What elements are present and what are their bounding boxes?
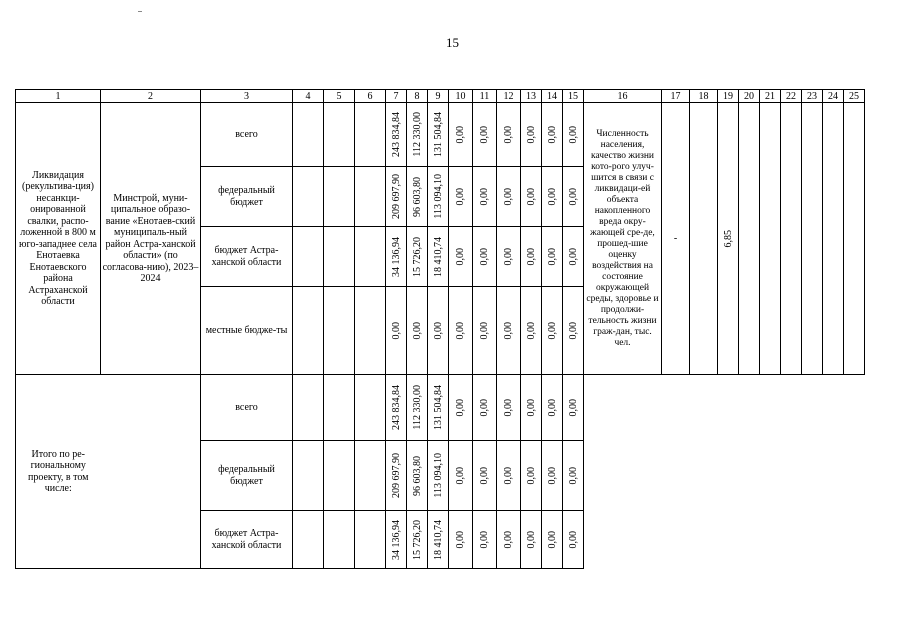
value-cell: [407, 103, 428, 167]
value: 131 504,84: [432, 385, 444, 430]
value-cell: [449, 375, 473, 441]
responsible-cell: Минстрой, муни-ципальное образо-вание «Енотаев-ский муниципаль-ный район Астра-ханской области» (по согласова-нию), 2023–2024: [101, 103, 201, 375]
value: 243 834,84: [390, 385, 402, 430]
header-cell: 2: [101, 90, 201, 103]
value-cell: [497, 511, 521, 569]
header-cell: 19: [718, 90, 739, 103]
value-cell: [497, 287, 521, 375]
header-cell: 17: [662, 90, 690, 103]
header-cell: 9: [428, 90, 449, 103]
value-cell: [521, 287, 542, 375]
value: 0,00: [503, 125, 514, 144]
value-cell: [542, 511, 563, 569]
header-cell: 8: [407, 90, 428, 103]
col19-value: 6,85: [722, 229, 734, 248]
empty-cell: [101, 375, 201, 569]
header-cell: 20: [739, 90, 760, 103]
value-cell: [428, 287, 449, 375]
header-cell: 22: [781, 90, 802, 103]
value-cell: [521, 103, 542, 167]
value-cell: [473, 103, 497, 167]
value-cell: [473, 167, 497, 227]
value: 113 094,10: [432, 453, 444, 498]
source-cell: бюджет Астра-ханской области: [201, 227, 293, 287]
empty-cell: [781, 103, 802, 375]
value-cell: [449, 441, 473, 511]
source-cell: всего: [201, 103, 293, 167]
value: 0,00: [503, 398, 514, 417]
header-cell: 1: [16, 90, 101, 103]
value: 0,00: [525, 466, 537, 485]
value: 96 603,80: [411, 176, 423, 217]
value-cell: [386, 441, 407, 511]
empty-cell: [844, 103, 865, 375]
col19-cell: [718, 103, 739, 375]
value: 209 697,90: [390, 174, 402, 219]
value-cell: [407, 167, 428, 227]
value-cell: [386, 375, 407, 441]
value-cell: [542, 167, 563, 227]
value: 0,00: [479, 398, 490, 417]
value-cell: [407, 287, 428, 375]
value: 0,00: [503, 530, 514, 549]
value-cell: [449, 103, 473, 167]
header-cell: 21: [760, 90, 781, 103]
empty-cell: [355, 287, 386, 375]
value: 0,00: [479, 125, 490, 144]
source-cell: всего: [201, 375, 293, 441]
value: 0,00: [567, 187, 579, 206]
value-cell: [521, 511, 542, 569]
value: 243 834,84: [390, 112, 402, 157]
value: 0,00: [546, 398, 558, 417]
value: 0,00: [455, 247, 466, 266]
empty-cell: [324, 227, 355, 287]
value-cell: [473, 227, 497, 287]
header-cell: 10: [449, 90, 473, 103]
value: 0,00: [525, 125, 537, 144]
value-cell: [428, 103, 449, 167]
value-cell: [497, 227, 521, 287]
value-cell: [542, 227, 563, 287]
header-cell: 25: [844, 90, 865, 103]
value: 0,00: [525, 247, 537, 266]
value: 0,00: [546, 187, 558, 206]
header-cell: 23: [802, 90, 823, 103]
value: 0,00: [567, 530, 579, 549]
value: 0,00: [390, 321, 402, 340]
value: 0,00: [525, 187, 537, 206]
value: 0,00: [455, 530, 466, 549]
header-cell: 12: [497, 90, 521, 103]
empty-cell: [690, 103, 718, 375]
value-cell: [428, 511, 449, 569]
value: 96 603,80: [411, 455, 423, 496]
value: 0,00: [546, 247, 558, 266]
value: 0,00: [567, 247, 579, 266]
empty-cell: [324, 441, 355, 511]
source-cell: местные бюдже-ты: [201, 287, 293, 375]
empty-cell: [355, 375, 386, 441]
header-cell: 7: [386, 90, 407, 103]
value: 15 726,20: [411, 236, 423, 277]
col17-cell: -: [662, 103, 690, 375]
value: 0,00: [455, 466, 466, 485]
header-cell: 5: [324, 90, 355, 103]
page-number: 15: [446, 35, 459, 50]
value-cell: [449, 287, 473, 375]
measure-cell: Итого по ре-гиональному проекту, в том числе:: [16, 375, 101, 569]
value: 0,00: [455, 398, 466, 417]
empty-cell: [355, 227, 386, 287]
header-row: [16, 90, 865, 103]
value-cell: [563, 511, 584, 569]
value: 0,00: [503, 321, 514, 340]
header-cell: 15: [563, 90, 584, 103]
value-cell: [449, 227, 473, 287]
value: 0,00: [525, 398, 537, 417]
value-cell: [542, 441, 563, 511]
source-cell: федеральный бюджет: [201, 441, 293, 511]
empty-cell: [355, 511, 386, 569]
header-cell: 24: [823, 90, 844, 103]
value: 0,00: [546, 466, 558, 485]
value-cell: [497, 103, 521, 167]
empty-cell: [293, 103, 324, 167]
header-cell: 6: [355, 90, 386, 103]
value: 0,00: [503, 466, 514, 485]
value-cell: [407, 511, 428, 569]
value-cell: [542, 287, 563, 375]
value-cell: [386, 287, 407, 375]
value: 112 330,00: [411, 112, 423, 157]
header-cell: 4: [293, 90, 324, 103]
value-cell: [563, 167, 584, 227]
empty-cell: [355, 441, 386, 511]
value-cell: [521, 227, 542, 287]
header-cell: 14: [542, 90, 563, 103]
header-cell: 13: [521, 90, 542, 103]
value-cell: [521, 375, 542, 441]
value: 0,00: [479, 466, 490, 485]
empty-cell: [324, 375, 355, 441]
blank-area: [584, 375, 865, 569]
value: 0,00: [546, 530, 558, 549]
value: 0,00: [525, 321, 537, 340]
value: 18 410,74: [432, 236, 444, 277]
value: 0,00: [503, 247, 514, 266]
value-cell: [407, 375, 428, 441]
value-cell: [428, 167, 449, 227]
measure-cell: Ликвидация (рекультива-ция) несанкци-онированной свалки, распо-ложенной в 800 м юго-западнее села Енотаевка Енотаевского района Астраханской области: [16, 103, 101, 375]
budget-table: [15, 89, 865, 569]
empty-cell: [760, 103, 781, 375]
empty-cell: [355, 167, 386, 227]
value-cell: [542, 103, 563, 167]
value: 0,00: [479, 247, 490, 266]
value-cell: [563, 103, 584, 167]
value-cell: [449, 511, 473, 569]
source-cell: федеральный бюджет: [201, 167, 293, 227]
value: 15 726,20: [411, 519, 423, 560]
value: 34 136,94: [390, 519, 402, 560]
value-cell: [449, 167, 473, 227]
value-cell: [521, 441, 542, 511]
value: 113 094,10: [432, 174, 444, 219]
value-cell: [386, 167, 407, 227]
value: 0,00: [479, 321, 490, 340]
value-cell: [428, 375, 449, 441]
table-row: [16, 103, 865, 167]
value: 18 410,74: [432, 519, 444, 560]
value-cell: [473, 287, 497, 375]
value: 0,00: [479, 187, 490, 206]
source-cell: бюджет Астра-ханской области: [201, 511, 293, 569]
empty-cell: [293, 441, 324, 511]
value: 0,00: [455, 125, 466, 144]
empty-cell: [293, 375, 324, 441]
value: 0,00: [455, 321, 466, 340]
value-cell: [497, 167, 521, 227]
value-cell: [521, 167, 542, 227]
value-cell: [473, 375, 497, 441]
value: 0,00: [455, 187, 466, 206]
empty-cell: [324, 511, 355, 569]
indicator-cell: Численность населения, качество жизни кото-рого улуч-шится в связи с ликвидаци-ей объекта накопленного вреда окру-жающей сре-де, прошед-шие оценку воздействия на состояние окружающей среды, здоровье и продолжи-тельность жизни граж-дан, тыс. чел.: [584, 103, 662, 375]
value-cell: [563, 227, 584, 287]
value: 209 697,90: [390, 453, 402, 498]
value: 0,00: [567, 321, 579, 340]
value-cell: [497, 441, 521, 511]
value: 0,00: [432, 321, 444, 340]
value-cell: [386, 227, 407, 287]
empty-cell: [293, 287, 324, 375]
value-cell: [386, 103, 407, 167]
scan-mark: [138, 11, 142, 12]
empty-cell: [739, 103, 760, 375]
table-row: [16, 375, 865, 441]
value-cell: [563, 287, 584, 375]
value: 112 330,00: [411, 385, 423, 430]
empty-cell: [324, 103, 355, 167]
value: 0,00: [567, 125, 579, 144]
value: 0,00: [546, 321, 558, 340]
header-cell: 16: [584, 90, 662, 103]
header-cell: 3: [201, 90, 293, 103]
value: 131 504,84: [432, 112, 444, 157]
value-cell: [407, 227, 428, 287]
empty-cell: [324, 287, 355, 375]
value: 0,00: [567, 466, 579, 485]
empty-cell: [802, 103, 823, 375]
value-cell: [386, 511, 407, 569]
value-cell: [428, 227, 449, 287]
empty-cell: [823, 103, 844, 375]
value-cell: [563, 441, 584, 511]
empty-cell: [293, 511, 324, 569]
value: 0,00: [479, 530, 490, 549]
value: 0,00: [525, 530, 537, 549]
header-cell: 11: [473, 90, 497, 103]
value: 0,00: [411, 321, 423, 340]
header-cell: 18: [690, 90, 718, 103]
value-cell: [428, 441, 449, 511]
value: 0,00: [546, 125, 558, 144]
value-cell: [407, 441, 428, 511]
empty-cell: [293, 227, 324, 287]
value: 0,00: [503, 187, 514, 206]
value-cell: [563, 375, 584, 441]
empty-cell: [324, 167, 355, 227]
value-cell: [542, 375, 563, 441]
empty-cell: [293, 167, 324, 227]
value-cell: [473, 511, 497, 569]
value: 34 136,94: [390, 236, 402, 277]
empty-cell: [355, 103, 386, 167]
value: 0,00: [567, 398, 579, 417]
value-cell: [497, 375, 521, 441]
value-cell: [473, 441, 497, 511]
